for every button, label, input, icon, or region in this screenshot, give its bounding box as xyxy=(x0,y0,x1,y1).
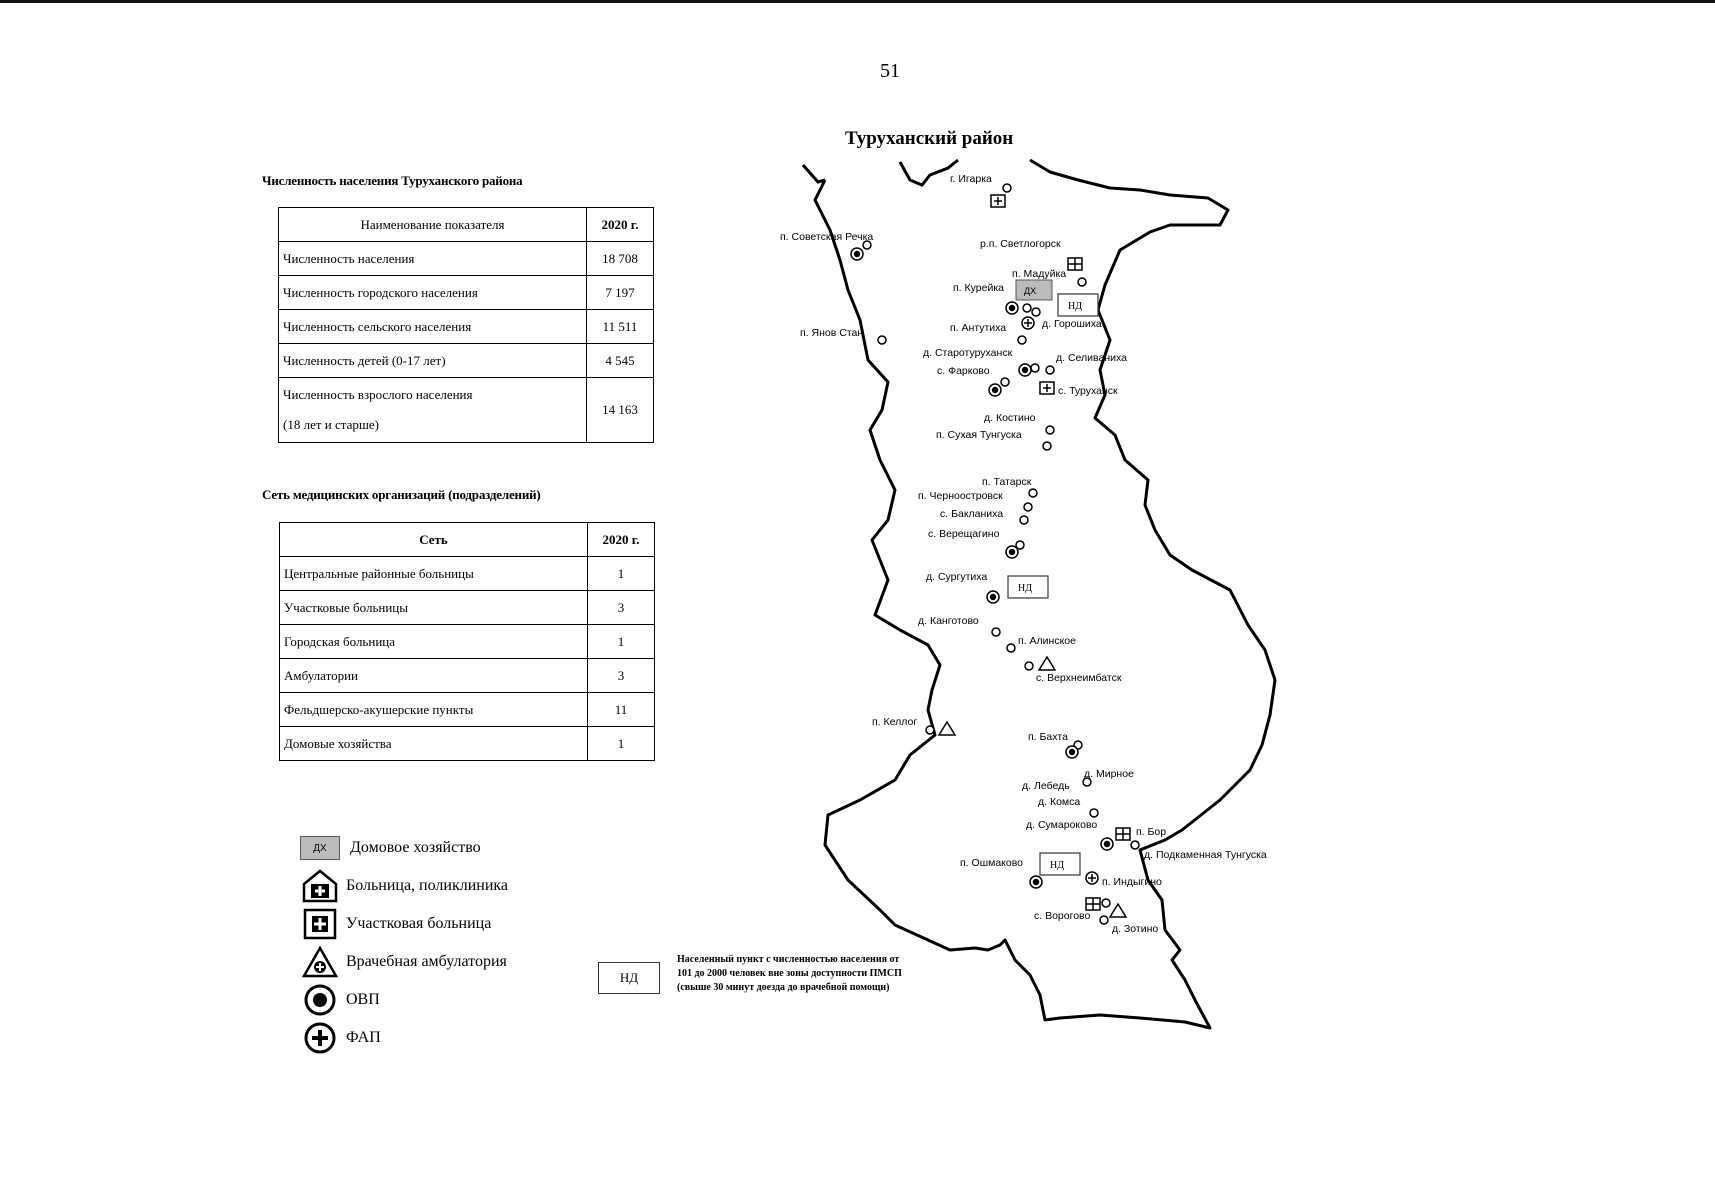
place-label: п. Антутиха xyxy=(950,322,1007,334)
place-label: д. Подкаменная Тунгуска xyxy=(1144,849,1267,861)
place-label: д. Селиваниха xyxy=(1056,352,1127,364)
place-label: д. Лебедь xyxy=(1022,780,1070,792)
nd-legend-note: Населенный пункт с численностью населения от 101 до 2000 человек вне зоны доступности ПМСП (свыше 30 минут доезда до врачебной помощи) xyxy=(677,954,902,993)
place-label: п. Мадуйка xyxy=(1012,268,1067,280)
place-label: п. Ошмаково xyxy=(960,857,1024,869)
table-cell-value: 3 xyxy=(588,591,655,625)
place-label: п. Советская Речка xyxy=(780,231,874,243)
table-header-cell: Сеть xyxy=(280,523,588,557)
table-cell-label: Домовые хозяйства xyxy=(280,727,588,761)
table-cell-value: 4 545 xyxy=(587,344,654,378)
place-label: с. Фарково xyxy=(937,365,990,377)
table-cell-label xyxy=(279,378,587,443)
legend-label: Участковая больница xyxy=(346,915,492,932)
table-cell-label: Центральные районные больницы xyxy=(280,557,588,591)
table-row xyxy=(279,344,654,378)
table-header-cell: 2020 г. xyxy=(588,523,655,557)
nd-legend-box: НД xyxy=(598,962,660,994)
table-header-cell: Наименование показателя xyxy=(279,208,587,242)
table-cell-label: Численность сельского населения xyxy=(279,310,587,344)
table-cell-value: 1 xyxy=(588,557,655,591)
legend-item xyxy=(300,868,508,904)
place-label: р.п. Светлогорск xyxy=(980,238,1061,250)
household-marker-label: ДХ xyxy=(1024,286,1037,296)
place-label: с. Ворогово xyxy=(1034,910,1091,922)
table-cell-label-line2: (18 лет и старше) xyxy=(283,417,379,432)
household-icon xyxy=(300,830,340,866)
ovp-icon xyxy=(300,982,340,1018)
place-label: п. Келлог xyxy=(872,716,918,728)
household-abbr: ДХ xyxy=(300,836,340,860)
nd-marker-label: НД xyxy=(1068,301,1083,312)
legend-item xyxy=(300,906,491,942)
place-label: д. Зотино xyxy=(1112,923,1159,935)
place-label: д. Комса xyxy=(1038,796,1081,808)
table-row xyxy=(280,591,655,625)
place-label: г. Игарка xyxy=(950,173,992,185)
table-row xyxy=(279,310,654,344)
place-label: д. Канготово xyxy=(918,615,979,627)
hospital-icon xyxy=(300,868,340,904)
table-row xyxy=(280,557,655,591)
table-header-row xyxy=(280,523,655,557)
table-cell-label: Участковые больницы xyxy=(280,591,588,625)
table-cell-label: Городская больница xyxy=(280,625,588,659)
ovp-markers xyxy=(851,248,1113,888)
table-cell-value: 11 xyxy=(588,693,655,727)
legend-item xyxy=(300,830,481,866)
table-cell-value: 1 xyxy=(588,727,655,761)
table-cell-label: Фельдшерско-акушерские пункты xyxy=(280,693,588,727)
table-row xyxy=(280,625,655,659)
place-label: п. Янов Стан xyxy=(800,327,864,339)
table-cell-label-line1: Численность взрослого населения xyxy=(283,387,473,402)
table-row xyxy=(280,727,655,761)
table-cell-value: 14 163 xyxy=(587,378,654,443)
table-cell-value: 18 708 xyxy=(587,242,654,276)
network-table-title: Сеть медицинских организаций (подразделений) xyxy=(262,487,541,502)
place-label: д. Костино xyxy=(984,412,1036,424)
table-row xyxy=(279,242,654,276)
fap-icon xyxy=(300,1020,340,1056)
district-boundary-top-left xyxy=(803,165,825,182)
place-label: д. Старотуруханск xyxy=(923,347,1013,359)
place-label: п. Курейка xyxy=(953,282,1004,294)
place-label: п. Бахта xyxy=(1028,731,1068,743)
place-label: с. Бакланиха xyxy=(940,508,1004,520)
place-label: п. Алинское xyxy=(1018,635,1076,647)
place-label: с. Туруханск xyxy=(1058,385,1118,397)
table-header-cell: 2020 г. xyxy=(587,208,654,242)
place-label: п. Индыгино xyxy=(1102,876,1162,888)
legend-label: ОВП xyxy=(346,991,380,1008)
district-hospital-icon xyxy=(300,906,340,942)
nd-marker-label: НД xyxy=(1018,583,1033,594)
place-label: п. Татарск xyxy=(982,476,1032,488)
legend-label: Больница, поликлиника xyxy=(346,877,509,894)
table-row xyxy=(279,378,654,443)
place-label: д. Сургутиха xyxy=(926,571,988,583)
legend-item xyxy=(300,1020,381,1056)
place-label: п. Бор xyxy=(1136,826,1167,838)
table-cell-value: 7 197 xyxy=(587,276,654,310)
network-table xyxy=(279,522,655,761)
place-label: д. Сумароково xyxy=(1026,819,1098,831)
legend-item xyxy=(300,944,507,980)
page-number: 51 xyxy=(880,60,900,82)
table-row xyxy=(280,693,655,727)
place-label: д. Горошиха xyxy=(1042,318,1102,330)
place-label: п. Сухая Тунгуска xyxy=(936,429,1022,441)
table-cell-label: Численность детей (0-17 лет) xyxy=(279,344,587,378)
table-row xyxy=(279,276,654,310)
nd-marker-label: НД xyxy=(1050,860,1065,871)
page-top-border xyxy=(0,0,1715,3)
table-cell-label: Численность городского населения xyxy=(279,276,587,310)
legend-label: Домовое хозяйство xyxy=(350,839,481,856)
population-table xyxy=(278,207,654,443)
table-cell-label: Численность населения xyxy=(279,242,587,276)
place-label: с. Верхнеимбатск xyxy=(1036,672,1122,684)
place-label: д. Мирное xyxy=(1084,768,1134,780)
place-label: п. Черноостровск xyxy=(918,490,1003,502)
table-cell-value: 3 xyxy=(588,659,655,693)
place-label: с. Верещагино xyxy=(928,528,1000,540)
legend-label: ФАП xyxy=(346,1029,381,1046)
table-cell-value: 11 511 xyxy=(587,310,654,344)
table-cell-value: 1 xyxy=(588,625,655,659)
map-title: Туруханский район xyxy=(845,128,1014,149)
table-header-row xyxy=(279,208,654,242)
table-cell-label: Амбулатории xyxy=(280,659,588,693)
legend-item xyxy=(300,982,380,1018)
legend-label: Врачебная амбулатория xyxy=(346,953,507,970)
population-table-title: Численность населения Туруханского района xyxy=(262,173,523,188)
ambulatory-icon xyxy=(300,944,340,980)
table-row xyxy=(280,659,655,693)
